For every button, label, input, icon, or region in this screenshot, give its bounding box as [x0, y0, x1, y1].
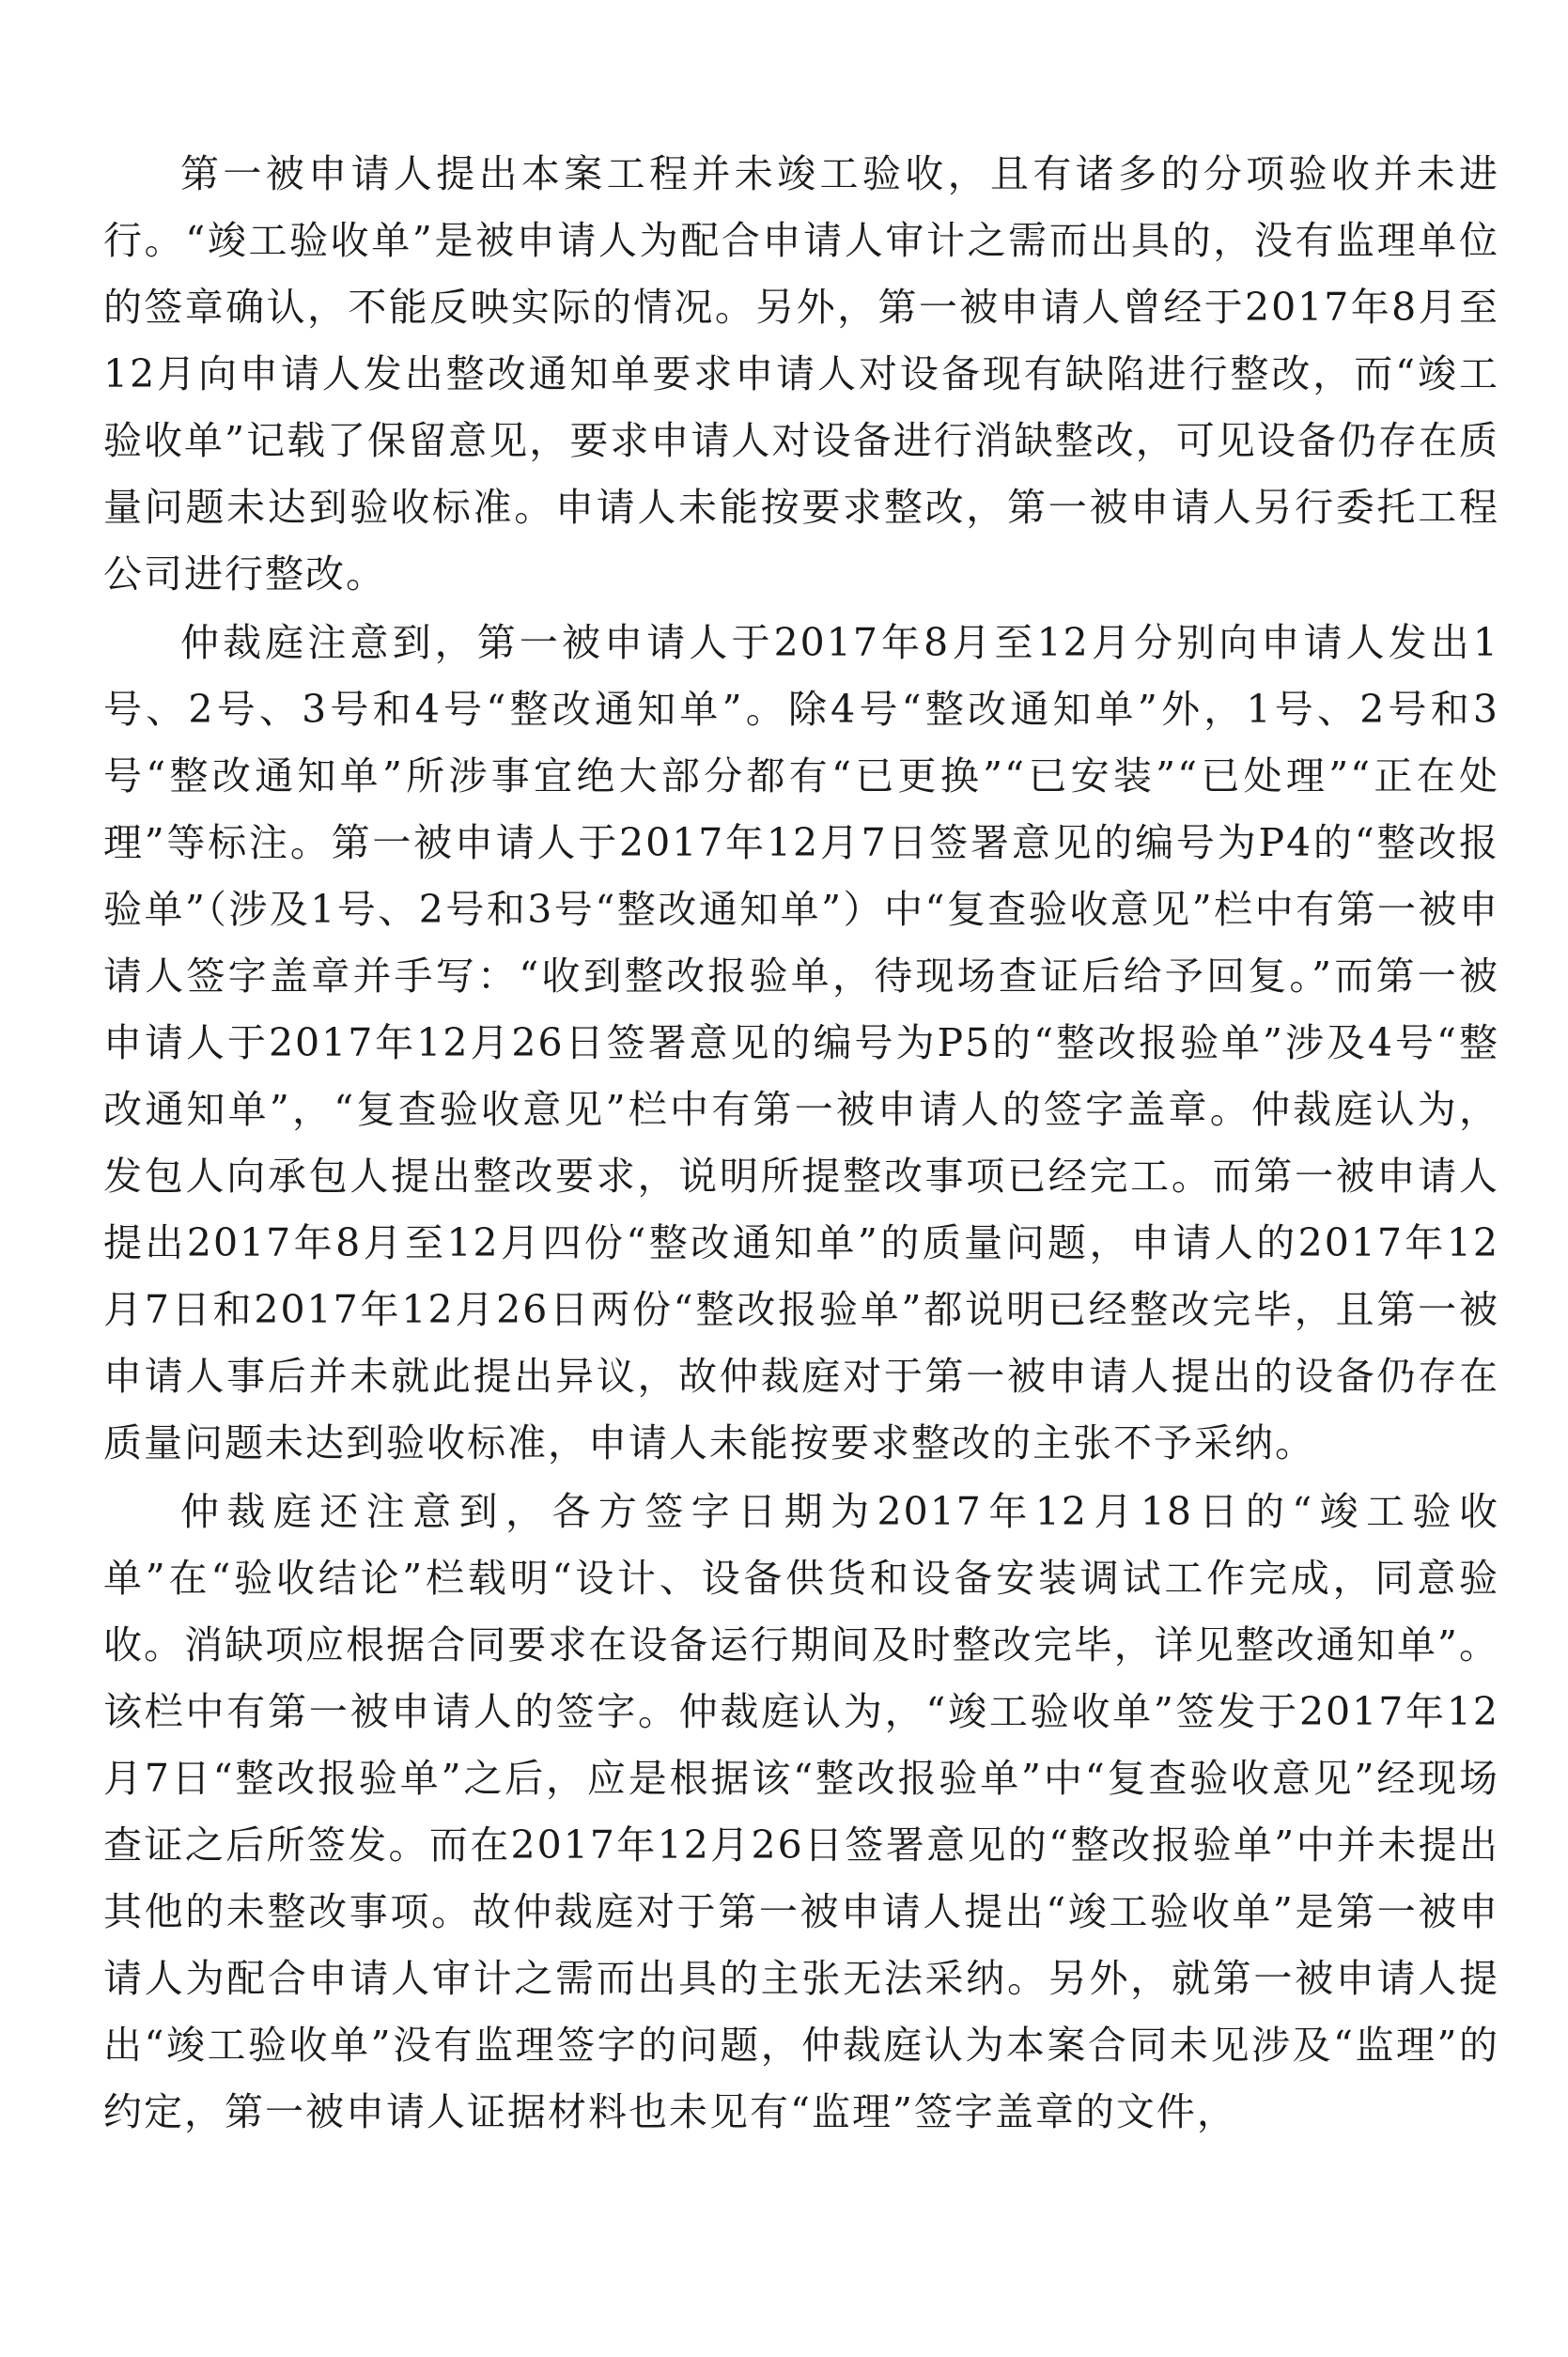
paragraph-1: 第一被申请人提出本案工程并未竣工验收，且有诸多的分项验收并未进行。“竣工验收单”是被申请人为配合申请人审计之需而出具的，没有监理单位的签章确认，不能反映实际的情况。另外，第一被申请人曾经于2017年8月至12月向申请人发出整改通知单要求申请人对设备现有缺陷进行整改，而“竣工验收单”记载了保留意见，要求申请人对设备进行消缺整改，可见设备仍存在质量问题未达到验收标准。申请人未能按要求整改，第一被申请人另行委托工程公司进行整改。 — [103, 151, 1499, 597]
document-page — [103, 141, 1499, 2146]
paragraph-2: 仲裁庭注意到，第一被申请人于2017年8月至12月分别向申请人发出1号、2号、3号和4号“整改通知单”。除4号“整改通知单”外，1号、2号和3号“整改通知单”所涉事宜绝大部分都有“已更换”“已安装”“已处理”“正在处理”等标注。第一被申请人于2017年12月7日签署意见的编号为P4的“整改报验单”（涉及1号、2号和3号“整改通知单”）中“复查验收意见”栏中有第一被申请人签字盖章并手写：“收到整改报验单，待现场查证后给予回复。”而第一被申请人于2017年12月26日签署意见的编号为P5的“整改报验单”涉及4号“整改通知单”，“复查验收意见”栏中有第一被申请人的签字盖章。仲裁庭认为，发包人向承包人提出整改要求，说明所提整改事项已经完工。而第一被申请人提出2017年8月至12月四份“整改通知单”的质量问题，申请人的2017年12月7日和2017年12月26日两份“整改报验单”都说明已经整改完毕，且第一被申请人事后并未就此提出异议，故仲裁庭对于第一被申请人提出的设备仍存在质量问题未达到验收标准，申请人未能按要求整改的主张不予采纳。 — [103, 620, 1499, 1465]
paragraph-3: 仲裁庭还注意到，各方签字日期为2017年12月18日的“竣工验收单”在“验收结论”栏载明“设计、设备供货和设备安装调试工作完成，同意验收。消缺项应根据合同要求在设备运行期间及时整改完毕，详见整改通知单”。该栏中有第一被申请人的签字。仲裁庭认为，“竣工验收单”签发于2017年12月7日“整改报验单”之后，应是根据该“整改报验单”中“复查验收意见”经现场查证之后所签发。而在2017年12月26日签署意见的“整改报验单”中并未提出其他的未整改事项。故仲裁庭对于第一被申请人提出“竣工验收单”是第一被申请人为配合申请人审计之需而出具的主张无法采纳。另外，就第一被申请人提出“竣工验收单”没有监理签字的问题，仲裁庭认为本案合同未见涉及“监理”的约定，第一被申请人证据材料也未见有“监理”签字盖章的文件， — [103, 1489, 1499, 2134]
